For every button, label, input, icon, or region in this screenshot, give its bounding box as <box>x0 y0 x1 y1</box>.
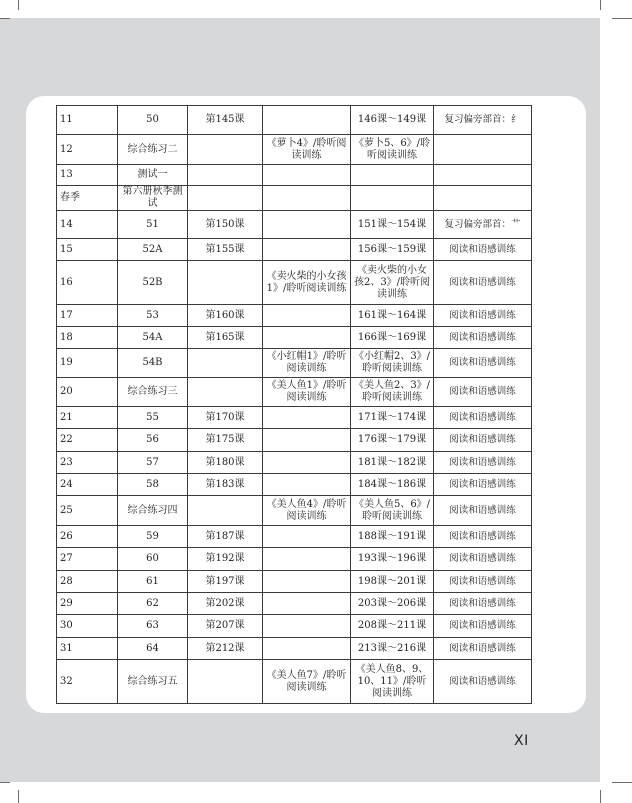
table-cell <box>188 261 263 305</box>
table-cell: 19 <box>57 349 118 378</box>
table-cell <box>351 165 434 186</box>
table-cell: 22 <box>57 429 118 452</box>
table-cell: 《美人鱼8、9、10、11》/聆听阅读训练 <box>351 660 434 704</box>
table-cell: 24 <box>57 474 118 496</box>
table-cell: 第180课 <box>188 452 263 474</box>
table-cell: 阅读和语感训练 <box>434 261 532 305</box>
table-cell <box>263 526 351 548</box>
table-cell: 复习偏旁部首：纟 <box>434 106 532 135</box>
table-cell: 208课～211课 <box>351 615 434 638</box>
table-cell: 《美人鱼7》/聆听阅读训练 <box>263 660 351 704</box>
table-cell: 166课～169课 <box>351 327 434 349</box>
table-row <box>57 638 532 660</box>
table-cell: 第175课 <box>188 429 263 452</box>
table-row <box>57 474 532 496</box>
table-cell: 146课～149课 <box>351 106 434 135</box>
crop-mark <box>0 18 10 19</box>
table-cell: 64 <box>118 638 188 660</box>
table-cell <box>351 186 434 211</box>
table-cell: 阅读和语感训练 <box>434 615 532 638</box>
table-cell: 《萝卜4》/聆听阅读训练 <box>263 135 351 165</box>
table-cell: 《卖火柴的小女孩1》/聆听阅读训练 <box>263 261 351 305</box>
table-cell: 第207课 <box>188 615 263 638</box>
table-cell: 161课～164课 <box>351 305 434 327</box>
table-cell: 阅读和语感训练 <box>434 305 532 327</box>
table-cell <box>434 165 532 186</box>
table-cell: 第192课 <box>188 548 263 571</box>
table-cell: 51 <box>118 211 188 239</box>
table-cell: 第202课 <box>188 593 263 615</box>
table-row <box>57 571 532 593</box>
table-cell: 181课～182课 <box>351 452 434 474</box>
table-cell: 第183课 <box>188 474 263 496</box>
table-cell: 52B <box>118 261 188 305</box>
table-row <box>57 106 532 135</box>
page-margin-right <box>600 0 632 803</box>
table-cell: 29 <box>57 593 118 615</box>
table-cell: 13 <box>57 165 118 186</box>
crop-mark <box>18 790 19 803</box>
table-row <box>57 378 532 407</box>
table-cell: 第150课 <box>188 211 263 239</box>
table-row <box>57 261 532 305</box>
table-cell: 15 <box>57 239 118 261</box>
table-row <box>57 165 532 186</box>
table-cell: 50 <box>118 106 188 135</box>
table-cell: 52A <box>118 239 188 261</box>
table-cell: 213课～216课 <box>351 638 434 660</box>
table-cell: 14 <box>57 211 118 239</box>
table-cell: 17 <box>57 305 118 327</box>
table-cell: 春季 <box>57 186 118 211</box>
table-cell <box>263 548 351 571</box>
table-cell: 193课～196课 <box>351 548 434 571</box>
table-cell <box>263 407 351 429</box>
crop-mark <box>612 782 632 783</box>
table-cell: 《美人鱼4》/聆听阅读训练 <box>263 496 351 526</box>
table-row <box>57 593 532 615</box>
page-number: XI <box>514 733 529 749</box>
table-cell: 27 <box>57 548 118 571</box>
table-row <box>57 429 532 452</box>
table-row <box>57 548 532 571</box>
table-cell: 《小红帽2、3》/聆听阅读训练 <box>351 349 434 378</box>
table-cell: 57 <box>118 452 188 474</box>
table-row <box>57 239 532 261</box>
table-cell: 16 <box>57 261 118 305</box>
table-row <box>57 327 532 349</box>
table-cell: 第145课 <box>188 106 263 135</box>
table-cell <box>188 186 263 211</box>
table-cell: 23 <box>57 452 118 474</box>
table-row <box>57 135 532 165</box>
table-row <box>57 349 532 378</box>
table-cell: 198课～201课 <box>351 571 434 593</box>
table-cell: 综合练习五 <box>118 660 188 704</box>
table-cell: 测试一 <box>118 165 188 186</box>
table-cell <box>263 452 351 474</box>
table-row <box>57 496 532 526</box>
table-cell: 阅读和语感训练 <box>434 239 532 261</box>
table-row <box>57 660 532 704</box>
table-cell: 32 <box>57 660 118 704</box>
table-row <box>57 615 532 638</box>
table-cell: 171课～174课 <box>351 407 434 429</box>
table-row <box>57 305 532 327</box>
table-cell: 第165课 <box>188 327 263 349</box>
page-margin-top <box>0 0 632 18</box>
table-cell: 阅读和语感训练 <box>434 452 532 474</box>
table-cell: 21 <box>57 407 118 429</box>
table-cell: 综合练习三 <box>118 378 188 407</box>
table-cell: 26 <box>57 526 118 548</box>
table-cell: 54A <box>118 327 188 349</box>
crop-mark <box>600 790 601 803</box>
table-cell <box>263 165 351 186</box>
table-cell: 第212课 <box>188 638 263 660</box>
table-cell: 《萝卜5、6》/聆听阅读训练 <box>351 135 434 165</box>
table-cell: 30 <box>57 615 118 638</box>
table-cell: 阅读和语感训练 <box>434 429 532 452</box>
table-cell: 28 <box>57 571 118 593</box>
table-cell <box>263 327 351 349</box>
table-row <box>57 526 532 548</box>
table-row <box>57 186 532 211</box>
table-cell: 184课～186课 <box>351 474 434 496</box>
table-cell <box>263 615 351 638</box>
table-cell <box>188 349 263 378</box>
table-cell: 阅读和语感训练 <box>434 638 532 660</box>
table-cell: 《美人鱼1》/聆听阅读训练 <box>263 378 351 407</box>
table-cell: 188课～191课 <box>351 526 434 548</box>
table-cell: 第155课 <box>188 239 263 261</box>
table-cell: 59 <box>118 526 188 548</box>
schedule-table <box>56 105 532 704</box>
table-cell <box>434 186 532 211</box>
table-cell: 58 <box>118 474 188 496</box>
table-cell: 阅读和语感训练 <box>434 327 532 349</box>
table-cell <box>263 239 351 261</box>
table-cell: 阅读和语感训练 <box>434 660 532 704</box>
table-cell: 20 <box>57 378 118 407</box>
table-cell: 《美人鱼5、6》/聆听阅读训练 <box>351 496 434 526</box>
table-cell: 63 <box>118 615 188 638</box>
crop-mark <box>18 0 19 10</box>
table-cell <box>263 638 351 660</box>
table-cell: 《卖火柴的小女孩2、3》/聆听阅读训练 <box>351 261 434 305</box>
table-cell <box>263 186 351 211</box>
table-cell: 综合练习二 <box>118 135 188 165</box>
table-cell: 203课～206课 <box>351 593 434 615</box>
table-cell: 《小红帽1》/聆听阅读训练 <box>263 349 351 378</box>
table-cell: 61 <box>118 571 188 593</box>
table-cell: 55 <box>118 407 188 429</box>
table-cell: 25 <box>57 496 118 526</box>
table-cell: 第160课 <box>188 305 263 327</box>
crop-mark <box>600 0 601 10</box>
table-row <box>57 452 532 474</box>
table-cell: 53 <box>118 305 188 327</box>
table-cell: 综合练习四 <box>118 496 188 526</box>
table-cell: 第六册秋季测试 <box>118 186 188 211</box>
table-cell <box>434 135 532 165</box>
table-cell <box>263 211 351 239</box>
table-cell: 阅读和语感训练 <box>434 593 532 615</box>
table-cell <box>263 106 351 135</box>
table-row <box>57 407 532 429</box>
table-cell <box>263 593 351 615</box>
table-cell: 176课～179课 <box>351 429 434 452</box>
table-cell <box>263 474 351 496</box>
table-cell: 阅读和语感训练 <box>434 526 532 548</box>
table-cell: 《美人鱼2、3》/聆听阅读训练 <box>351 378 434 407</box>
table-cell: 151课～154课 <box>351 211 434 239</box>
table-cell: 第197课 <box>188 571 263 593</box>
table-cell: 62 <box>118 593 188 615</box>
table-cell <box>263 429 351 452</box>
table-cell <box>188 165 263 186</box>
table-cell: 31 <box>57 638 118 660</box>
table-cell: 156课～159课 <box>351 239 434 261</box>
table-cell: 18 <box>57 327 118 349</box>
table-cell: 阅读和语感训练 <box>434 571 532 593</box>
table-cell <box>188 660 263 704</box>
table-cell: 阅读和语感训练 <box>434 378 532 407</box>
crop-mark <box>0 782 10 783</box>
table-cell <box>263 305 351 327</box>
table-cell: 阅读和语感训练 <box>434 548 532 571</box>
table-cell <box>263 571 351 593</box>
table-cell <box>188 135 263 165</box>
table-cell: 阅读和语感训练 <box>434 496 532 526</box>
table-cell: 复习偏旁部首：艹 <box>434 211 532 239</box>
table-cell: 60 <box>118 548 188 571</box>
table-cell: 阅读和语感训练 <box>434 474 532 496</box>
table-cell: 56 <box>118 429 188 452</box>
crop-mark <box>612 18 632 19</box>
table-cell: 54B <box>118 349 188 378</box>
table-cell: 第170课 <box>188 407 263 429</box>
table-cell: 12 <box>57 135 118 165</box>
table-cell: 11 <box>57 106 118 135</box>
table-cell: 阅读和语感训练 <box>434 349 532 378</box>
table-row <box>57 211 532 239</box>
table-cell <box>188 378 263 407</box>
page-margin-bottom <box>0 782 632 803</box>
table-cell <box>188 496 263 526</box>
table-cell: 第187课 <box>188 526 263 548</box>
table-cell: 阅读和语感训练 <box>434 407 532 429</box>
